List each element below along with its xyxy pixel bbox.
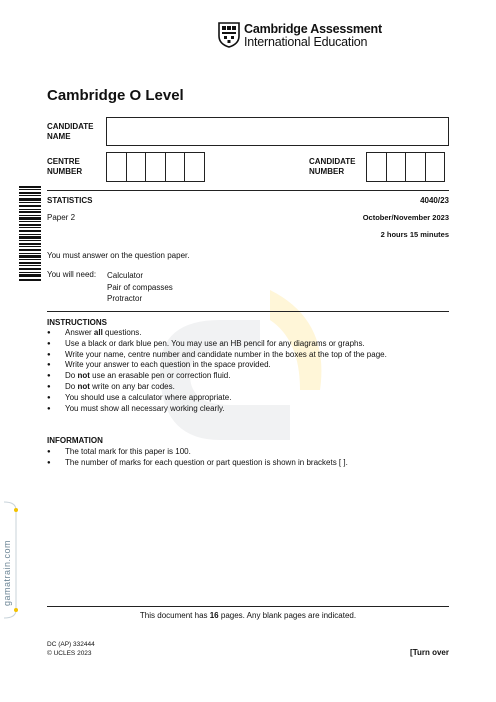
turn-over: [Turn over xyxy=(410,648,449,657)
logo-line-1: Cambridge Assessment xyxy=(244,22,382,36)
divider xyxy=(47,311,449,312)
list-item: ● Do not write on any bar codes. xyxy=(47,382,387,393)
pages-note: This document has 16 pages. Any blank pages are indicated. xyxy=(139,611,357,620)
list-item: ● Write your answer to each question in the space provided. xyxy=(47,360,387,371)
list-item: ● You must show all necessary working clearly. xyxy=(47,404,387,415)
information-list xyxy=(47,447,348,469)
page-title: Cambridge O Level xyxy=(47,87,184,104)
barcode-icon xyxy=(19,186,41,282)
list-item: ● You should use a calculator where appropriate. xyxy=(47,393,387,404)
side-watermark xyxy=(0,500,24,620)
copyright: © UCLES 2023 xyxy=(47,650,92,657)
logo-line-2: International Education xyxy=(244,35,368,49)
cambridge-logo xyxy=(218,22,382,50)
candidate-number-field[interactable] xyxy=(367,152,445,182)
paper-number: Paper 2 xyxy=(47,213,76,222)
instructions-heading: INSTRUCTIONS xyxy=(47,318,107,327)
candidate-number-label: CANDIDATE NUMBER xyxy=(309,157,356,176)
candidate-name-field[interactable] xyxy=(106,117,449,146)
paper-code: 4040/23 xyxy=(420,196,449,205)
subject-name: STATISTICS xyxy=(47,196,93,205)
list-item: ● The number of marks for each question or part question is shown in brackets [ ]. xyxy=(47,458,348,469)
divider xyxy=(47,190,449,191)
centre-number-label: CENTRE NUMBER xyxy=(47,157,83,176)
list-item: ● Use a black or dark blue pen. You may use an HB pencil for any diagrams or graphs. xyxy=(47,339,387,350)
candidate-name-label: CANDIDATE NAME xyxy=(47,122,94,141)
list-item: ● Write your name, centre number and candidate number in the boxes at the top of the page. xyxy=(47,350,387,361)
side-watermark-text: gamatrain.com xyxy=(2,539,12,606)
divider xyxy=(47,606,449,607)
centre-number-field[interactable] xyxy=(107,152,205,182)
exam-session: October/November 2023 xyxy=(362,213,449,222)
exam-duration: 2 hours 15 minutes xyxy=(380,230,449,239)
cambridge-crest-icon xyxy=(218,22,240,48)
list-item: ● Answer all questions. xyxy=(47,328,387,339)
need-item: Protractor xyxy=(107,294,143,303)
need-item: Calculator xyxy=(107,271,144,280)
information-heading: INFORMATION xyxy=(47,436,103,445)
list-item: ● Do not use an erasable pen or correction fluid. xyxy=(47,371,387,382)
need-item: Pair of compasses xyxy=(107,282,173,292)
list-item: ● The total mark for this paper is 100. xyxy=(47,447,348,458)
instructions-list xyxy=(47,328,387,414)
need-label: You will need: xyxy=(47,270,97,279)
answer-note: You must answer on the question paper. xyxy=(47,251,190,260)
document-reference: DC (AP) 332444 xyxy=(47,641,95,648)
